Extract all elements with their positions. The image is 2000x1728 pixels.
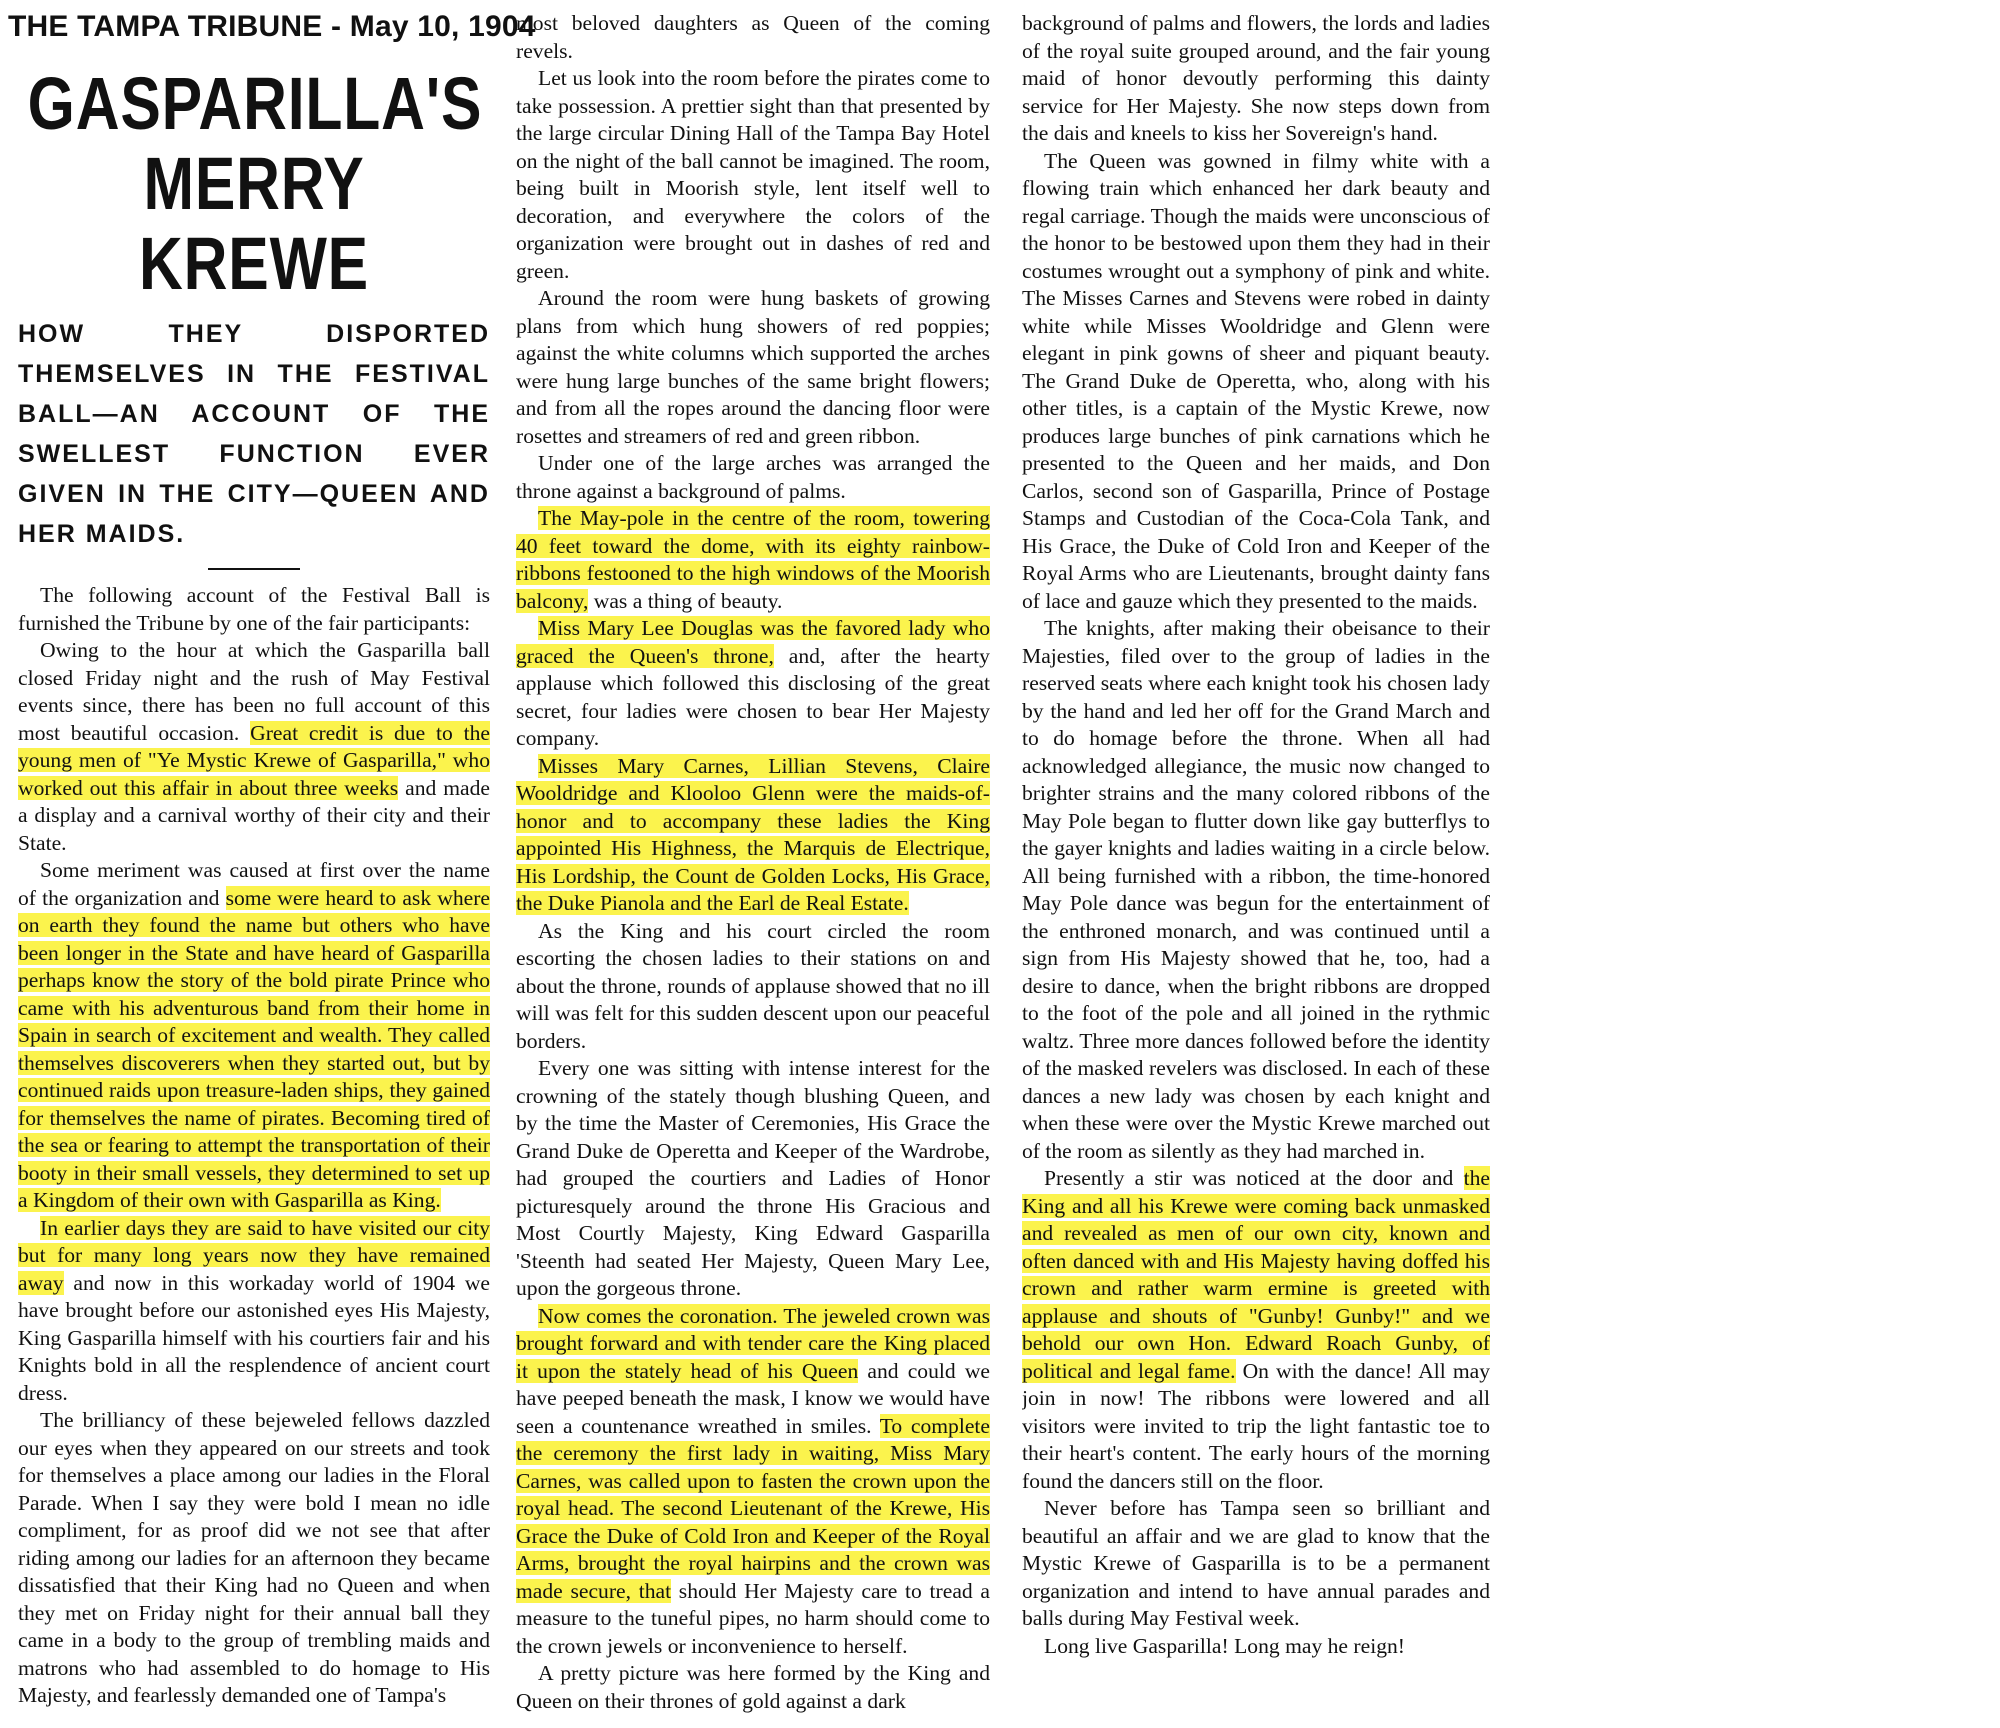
text-run: The following account of the Festival Ball is furnished the Tribune by one of the fair participants: [18, 583, 490, 635]
article-paragraph [516, 1303, 990, 1661]
text-run: The Queen was gowned in filmy white with a flowing train which enhanced her dark beauty and regal carriage. Though the maids were unconscious of the honor to be bestowed upon them they had in their costumes wrought out a symphony of pink and white. The Misses Carnes and Stevens were robed in dainty white while Misses Wooldridge and Glenn were elegant in pink gowns of sheer and piquant beauty. The Grand Duke de Operetta, who, along with his other titles, is a captain of the Mystic Krewe, now produces large bunches of pink carnations which he presented to the Queen and her maids, and Don Carlos, second son of Gasparilla, Prince of Postage Stamps and Custodian of the Coca-Cola Tank, and His Grace, the Duke of Cold Iron and Keeper of the Royal Arms who are Lieutenants, brought dainty fans of lace and gauze which they presented to the maids. [1022, 148, 1490, 613]
text-run: Under one of the large arches was arranged the throne against a background of palms. [516, 451, 990, 503]
article-paragraph [18, 1215, 490, 1408]
highlighted-text: Great credit is due to the young men of "Ye Mystic Krewe of Gasparilla," who worked out this affair in about three weeks [18, 720, 490, 800]
article-paragraph [516, 615, 990, 753]
article-paragraph [516, 10, 990, 65]
highlighted-text: To complete the ceremony the first lady in waiting, Miss Mary Carnes, was called upon to fasten the crown upon the royal head. The second Lieutenant of the Krewe, His Grace the Duke of Cold Iron and Keeper of the Royal Arms, brought the royal hairpins and the crown was made secure, that [516, 1413, 990, 1603]
article-paragraph [1022, 1165, 1490, 1495]
article-paragraph [516, 753, 990, 918]
text-run: Owing to the hour at which the Gasparilla ball closed Friday night and the rush of May Festival events since, there has been no full account of this most beautiful occasion. [18, 638, 490, 745]
text-run: most beloved daughters as Queen of the coming revels. [516, 11, 990, 63]
article-paragraph [1022, 148, 1490, 616]
article-body-part-3 [1022, 10, 1490, 1660]
article-paragraph [516, 450, 990, 505]
article-column-2 [516, 10, 990, 1720]
text-run: Around the room were hung baskets of growing plans from which hung showers of red poppies; against the white columns which supported the arches were hung large bunches of the same bright flowers; and from all the ropes around the dancing floor were rosettes and streamers of red and green ribbon. [516, 286, 990, 448]
headline: GASPARILLA'S MERRY KREWE [27, 62, 483, 305]
article-paragraph [1022, 1633, 1490, 1661]
highlighted-text: some were heard to ask where on earth they found the name but others who have been longer in the State and have heard of Gasparilla perhaps know the story of the bold pirate Prince who came with his adventurous band from their home in Spain in search of excitement and wealth. They called themselves discoverers when they started out, but by continued raids upon treasure-laden ships, they gained for themselves the name of pirates. Becoming tired of the sea or fearing to attempt the transportation of their booty in their small vessels, they determined to set up a Kingdom of their own with Gasparilla as King. [18, 885, 490, 1212]
text-run: and could we have peeped beneath the mask, I know we would have seen a countenance wreathed in smiles. [516, 1358, 990, 1438]
article-paragraph [1022, 1495, 1490, 1633]
text-run: Never before has Tampa seen so brilliant and beautiful an affair and we are glad to know that the Mystic Krewe of Gasparilla is to be a permanent organization and intend to have annual parades and balls during May Festival week. [1022, 1496, 1490, 1630]
subhead: HOW THEY DISPORTED THEMSELVES IN THE FESTIVAL BALL—AN ACCOUNT OF THE SWELLEST FUNCTION EVER GIVEN IN THE CITY—QUEEN AND HER MAIDS. [18, 320, 490, 548]
highlighted-text: Misses Mary Carnes, Lillian Stevens, Claire Wooldridge and Klooloo Glenn were the maids-of-honor and to accompany these ladies the King appointed His Highness, the Marquis de Electrique, His Lordship, the Count de Golden Locks, His Grace, the Duke Pianola and the Earl de Real Estate. [516, 753, 990, 915]
article-paragraph [516, 505, 990, 615]
text-run: Every one was sitting with intense interest for the crowning of the stately though blushing Queen, and by the time the Master of Ceremonies, His Grace the Grand Duke de Operetta and Keeper of the Wardrobe, had grouped the courtiers and Ladies of Honor picturesquely around the throne His Gracious and Most Courtly Majesty, King Edward Gasparilla 'Steenth had seated Her Majesty, Queen Mary Lee, upon the gorgeous throne. [516, 1056, 990, 1300]
article-paragraph [1022, 10, 1490, 148]
article-column-3 [1022, 10, 1490, 1720]
masthead-label: THE TAMPA TRIBUNE - May 10, 1904 [8, 10, 536, 43]
text-run: Let us look into the room before the pirates come to take possession. A prettier sight than that presented by the large circular Dining Hall of the Tampa Bay Hotel on the night of the ball cannot be imagined. The room, being built in Moorish style, lent itself well to decoration, and everywhere the colors of the organization were brought out in dashes of red and green. [516, 66, 990, 283]
text-run: A pretty picture was here formed by the King and Queen on their thrones of gold against a dark [516, 1661, 990, 1713]
text-run: The brilliancy of these bejeweled fellows dazzled our eyes when they appeared on our streets and took for themselves a place among our ladies in the Floral Parade. When I say they were bold I mean no idle compliment, for as proof did we not see that after riding among our ladies for an afternoon they became dissatisfied that their King had no Queen and when they met on Friday night for their annual ball they came in a body to the group of trembling maids and matrons who had assembled to do homage to His Majesty, and fearlessly demanded one of Tampa's [18, 1408, 490, 1707]
article-paragraph [516, 1055, 990, 1303]
article-paragraph [1022, 615, 1490, 1165]
article-column-1 [18, 60, 490, 1710]
highlighted-text: The May-pole in the centre of the room, towering 40 feet toward the dome, with its eighty rainbow-ribbons festooned to the high windows of the Moorish balcony, [516, 506, 990, 613]
article-paragraph [516, 65, 990, 285]
text-run: and now in this workaday world of 1904 we have brought before our astonished eyes His Majesty, King Gasparilla himself with his courtiers fair and his Knights bold in all the resplendence of ancient court dress. [18, 1270, 490, 1405]
text-run: and made a display and a carnival worthy of their city and their State. [18, 775, 490, 855]
article-paragraph [18, 857, 490, 1215]
text-run: Long live Gasparilla! Long may he reign! [1044, 1633, 1405, 1658]
text-run: was a thing of beauty. [588, 588, 783, 613]
text-run: should Her Majesty care to tread a measure to the tuneful pipes, no harm should come to the crown jewels or inconvenience to herself. [516, 1578, 990, 1658]
separator-rule [208, 568, 300, 570]
highlighted-text: Miss Mary Lee Douglas was the favored lady who graced the Queen's throne, [516, 616, 990, 668]
text-run: As the King and his court circled the room escorting the chosen ladies to their stations on and about the throne, rounds of applause showed that no ill will was felt for this sudden descent upon our peaceful borders. [516, 918, 990, 1053]
article-paragraph [516, 1660, 990, 1715]
article-paragraph [516, 918, 990, 1056]
text-run: and, after the hearty applause which followed this disclosing of the great secret, four ladies were chosen to bear Her Majesty company. [516, 643, 990, 750]
highlighted-text: Now comes the coronation. The jeweled crown was brought forward and with tender care the King placed it upon the stately head of his Queen [516, 1303, 990, 1383]
text-run: Presently a stir was noticed at the door and [1044, 1166, 1464, 1190]
article-body-part-2 [516, 10, 990, 1715]
article-paragraph [18, 582, 490, 637]
article-column-4 [1524, 10, 1994, 1720]
text-run: The knights, after making their obeisance to their Majesties, filed over to the group of ladies in the reserved seats where each knight took his chosen lady by the hand and led her off for the Grand March and to do homage before the throne. When all had acknowledged allegiance, the music now changed to brighter strains and the many colored ribbons of the May Pole began to flutter down like gay butterflys to the gayer knights and ladies waiting in a circle below. All being furnished with a ribbon, the time-honored May Pole dance was begun for the entertainment of the enthroned monarch, and was continued until a sign from His Majesty showed that he, too, had a desire to dance, when the bright ribbons are dropped to the foot of the pole and all joined in the rythmic waltz. Three more dances followed before the identity of the masked revelers was disclosed. In each of these dances a new lady was chosen by each knight and when these were over the Mystic Krewe marched out of the room as silently as they had marched in. [1022, 616, 1490, 1163]
article-paragraph [516, 285, 990, 450]
text-run: background of palms and flowers, the lords and ladies of the royal suite grouped around, and the fair young maid of honor devoutly performing this dainty service for Her Majesty. She now steps down from the dais and kneels to kiss her Sovereign's hand. [1022, 11, 1490, 145]
article-paragraph [18, 1407, 490, 1710]
text-run: On with the dance! All may join in now! The ribbons were lowered and all visitors were invited to trip the light fantastic toe to their heart's content. The early hours of the morning found the dancers still on the floor. [1022, 1358, 1490, 1493]
text-run: Some meriment was caused at first over the name of the organization and [18, 858, 490, 910]
highlighted-text: the King and all his Krewe were coming back unmasked and revealed as men of our own city, known and often danced with and His Majesty having doffed his crown and rather warm ermine is greeted with applause and shouts of "Gunby! Gunby!" and we behold our own Hon. Edward Roach Gunby, of political and legal fame. [1022, 1166, 1490, 1383]
article-paragraph [18, 637, 490, 857]
article-body-part-1 [18, 582, 490, 1710]
highlighted-text: In earlier days they are said to have visited our city but for many long years now they have remained away [18, 1215, 490, 1295]
